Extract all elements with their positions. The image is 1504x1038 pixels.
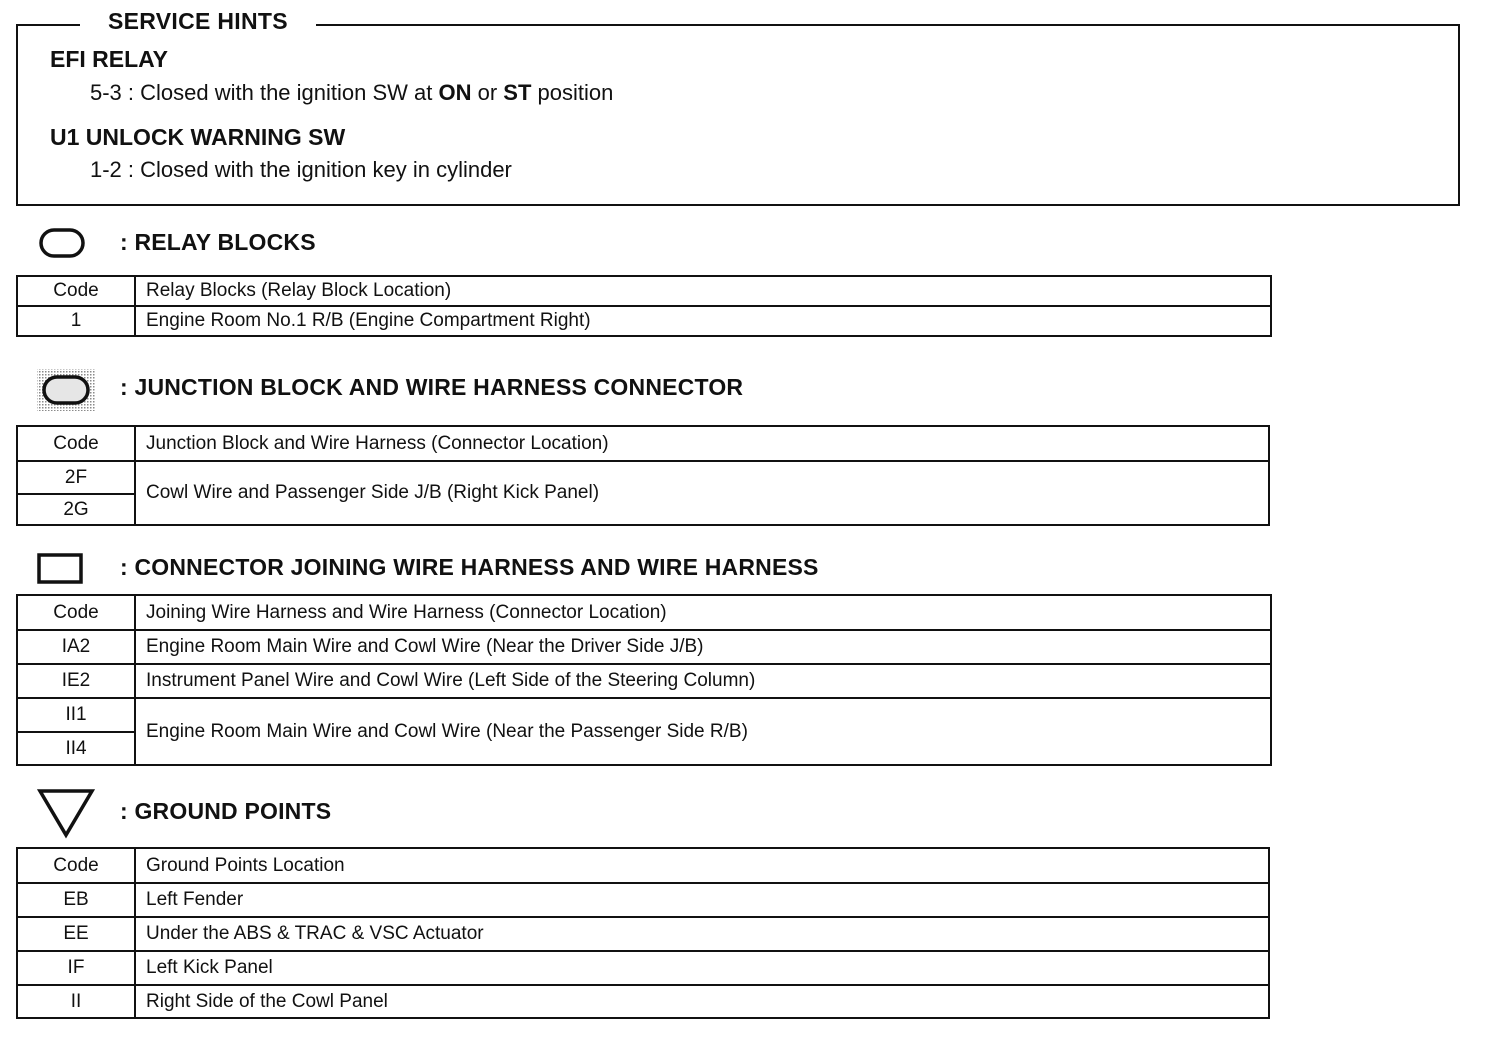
code-cell: II xyxy=(17,985,135,1018)
code-cell: EE xyxy=(17,917,135,951)
hint-text-part: 5-3 : Closed with the ignition SW at xyxy=(90,80,439,105)
code-cell: 1 xyxy=(17,306,135,336)
code-cell: IF xyxy=(17,951,135,985)
hint-text-part: position xyxy=(531,80,614,105)
section-heading-junction-block: : JUNCTION BLOCK AND WIRE HARNESS CONNECTOR xyxy=(120,374,744,400)
table-row xyxy=(17,985,1269,1018)
ground-points-table xyxy=(16,847,1270,1019)
section-heading-relay-blocks: : RELAY BLOCKS xyxy=(120,229,316,255)
code-cell: IE2 xyxy=(17,664,135,698)
table-row xyxy=(17,883,1269,917)
table-row xyxy=(17,664,1271,698)
code-cell: EB xyxy=(17,883,135,917)
hint-text-unlock-warning-sw: 1-2 : Closed with the ignition key in cylinder xyxy=(90,157,512,182)
description-cell: Left Fender xyxy=(135,883,1269,917)
hint-text-part: or xyxy=(471,80,504,105)
table-row xyxy=(17,698,1271,732)
connector-joining-table xyxy=(16,594,1272,766)
table-row xyxy=(17,461,1269,494)
description-cell: Engine Room No.1 R/B (Engine Compartment Right) xyxy=(135,306,1271,336)
code-header-cell: Code xyxy=(17,595,135,630)
hint-text-bold-on: ON xyxy=(438,80,472,105)
table-row xyxy=(17,951,1269,985)
code-cell: 2F xyxy=(17,461,135,494)
code-cell: II1 xyxy=(17,698,135,732)
description-cell: Engine Room Main Wire and Cowl Wire (Near the Passenger Side R/B) xyxy=(135,698,1271,765)
hint-text-efi-relay xyxy=(90,80,613,106)
hint-heading-unlock-warning-sw: U1 UNLOCK WARNING SW xyxy=(50,124,346,150)
description-header-cell: Relay Blocks (Relay Block Location) xyxy=(135,276,1271,306)
junction-block-symbol-icon xyxy=(36,368,98,412)
table-header-row xyxy=(17,848,1269,883)
connector-symbol-icon xyxy=(36,552,86,586)
code-header-cell: Code xyxy=(17,276,135,306)
table-row xyxy=(17,917,1269,951)
code-header-cell: Code xyxy=(17,426,135,461)
ground-point-symbol-icon xyxy=(36,786,96,840)
table-row xyxy=(17,306,1271,336)
service-hints-title: SERVICE HINTS xyxy=(80,8,316,35)
description-cell: Under the ABS & TRAC & VSC Actuator xyxy=(135,917,1269,951)
code-header-cell: Code xyxy=(17,848,135,883)
relay-block-symbol-icon xyxy=(38,226,88,262)
description-header-cell: Joining Wire Harness and Wire Harness (Connector Location) xyxy=(135,595,1271,630)
code-cell: II4 xyxy=(17,732,135,765)
description-header-cell: Junction Block and Wire Harness (Connector Location) xyxy=(135,426,1269,461)
description-cell: Instrument Panel Wire and Cowl Wire (Left Side of the Steering Column) xyxy=(135,664,1271,698)
code-cell: IA2 xyxy=(17,630,135,664)
description-cell: Engine Room Main Wire and Cowl Wire (Near the Driver Side J/B) xyxy=(135,630,1271,664)
description-cell: Right Side of the Cowl Panel xyxy=(135,985,1269,1018)
description-cell: Left Kick Panel xyxy=(135,951,1269,985)
description-cell: Cowl Wire and Passenger Side J/B (Right Kick Panel) xyxy=(135,461,1269,525)
table-header-row xyxy=(17,276,1271,306)
section-heading-ground-points: : GROUND POINTS xyxy=(120,798,332,824)
hint-text-bold-st: ST xyxy=(503,80,532,105)
relay-blocks-table xyxy=(16,275,1272,337)
section-heading-connector-joining: : CONNECTOR JOINING WIRE HARNESS AND WIRE HARNESS xyxy=(120,554,819,580)
hint-heading-efi-relay: EFI RELAY xyxy=(50,46,169,72)
junction-block-table xyxy=(16,425,1270,526)
code-cell: 2G xyxy=(17,494,135,525)
table-header-row xyxy=(17,426,1269,461)
description-header-cell: Ground Points Location xyxy=(135,848,1269,883)
table-header-row xyxy=(17,595,1271,630)
table-row xyxy=(17,630,1271,664)
